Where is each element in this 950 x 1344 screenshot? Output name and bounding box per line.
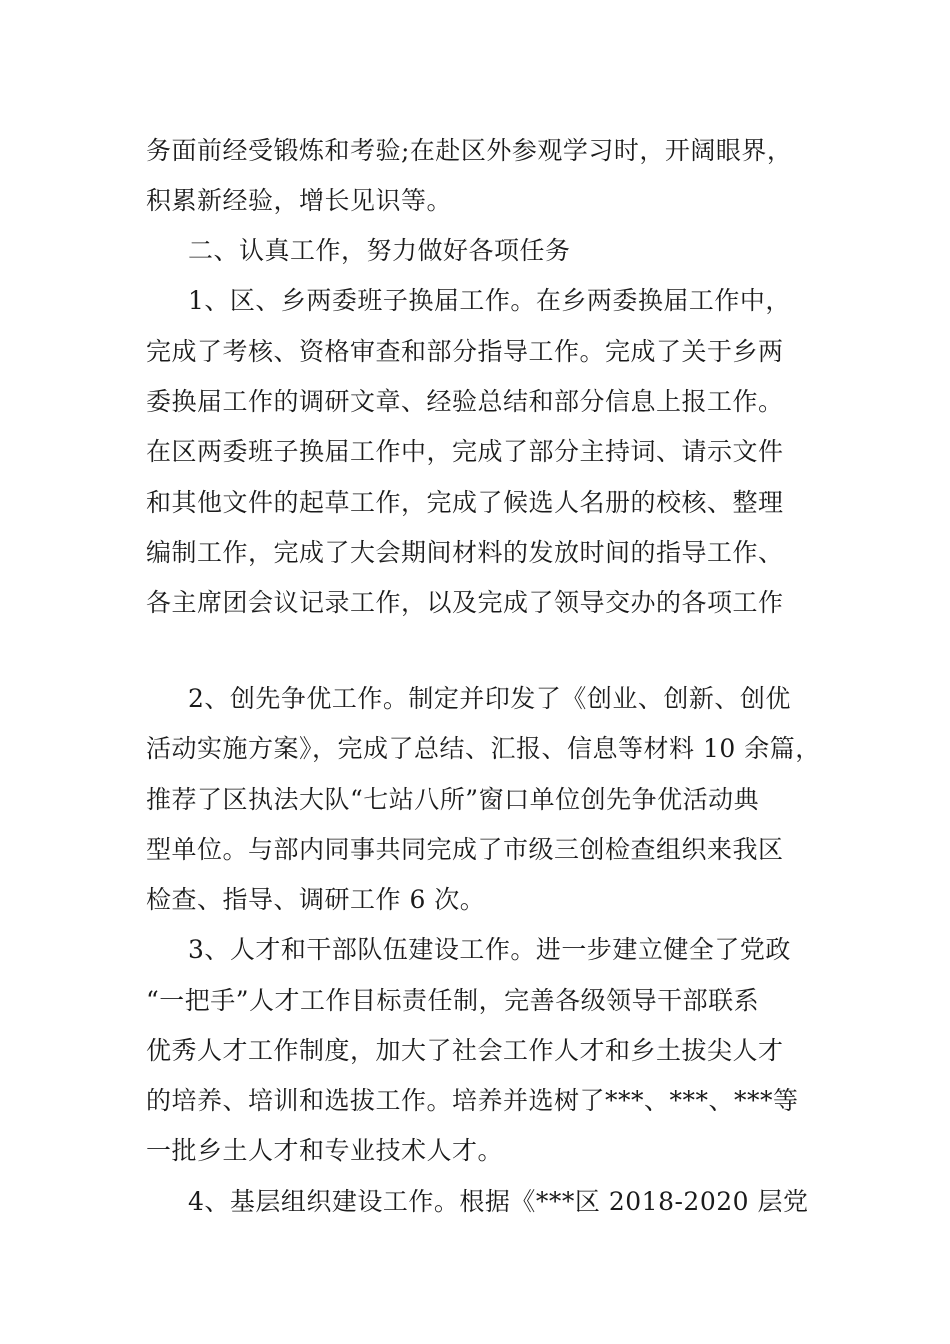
text-line: 4、基层组织建设工作。根据《***区 2018-2020 层党 xyxy=(188,1187,809,1216)
section-heading: 二、认真工作，努力做好各项任务 xyxy=(188,236,571,265)
text-line: 1、区、乡两委班子换届工作。在乡两委换届工作中， xyxy=(188,286,791,315)
text-line: “一把手”人才工作目标责任制，完善各级领导干部联系 xyxy=(146,986,760,1015)
text-line: 活动实施方案》，完成了总结、汇报、信息等材料 10 余篇， xyxy=(146,734,821,763)
text-line: 和其他文件的起草工作，完成了候选人名册的校核、整理 xyxy=(146,488,784,517)
text-line: 一批乡土人才和专业技术人才。 xyxy=(146,1136,504,1165)
text-line: 型单位。与部内同事共同完成了市级三创检查组织来我区 xyxy=(146,835,784,864)
text-line: 在区两委班子换届工作中，完成了部分主持词、请示文件 xyxy=(146,437,784,466)
text-line: 各主席团会议记录工作，以及完成了领导交办的各项工作 xyxy=(146,588,784,617)
text-line: 优秀人才工作制度，加大了社会工作人才和乡土拔尖人才 xyxy=(146,1036,784,1065)
text-line: 务面前经受锻炼和考验;在赴区外参观学习时，开阔眼界， xyxy=(146,136,793,165)
text-line: 推荐了区执法大队“七站八所”窗口单位创先争优活动典 xyxy=(146,785,760,814)
text-line: 3、人才和干部队伍建设工作。进一步建立健全了党政 xyxy=(188,935,791,964)
text-line: 完成了考核、资格审查和部分指导工作。完成了关于乡两 xyxy=(146,337,784,366)
text-line: 编制工作，完成了大会期间材料的发放时间的指导工作、 xyxy=(146,538,784,567)
text-line: 积累新经验，增长见识等。 xyxy=(146,186,453,215)
text-line: 委换届工作的调研文章、经验总结和部分信息上报工作。 xyxy=(146,387,784,416)
text-line: 的培养、培训和选拔工作。培养并选树了***、***、***等 xyxy=(146,1086,799,1115)
text-line: 2、创先争优工作。制定并印发了《创业、创新、创优 xyxy=(188,684,791,713)
text-line: 检查、指导、调研工作 6 次。 xyxy=(146,885,486,914)
